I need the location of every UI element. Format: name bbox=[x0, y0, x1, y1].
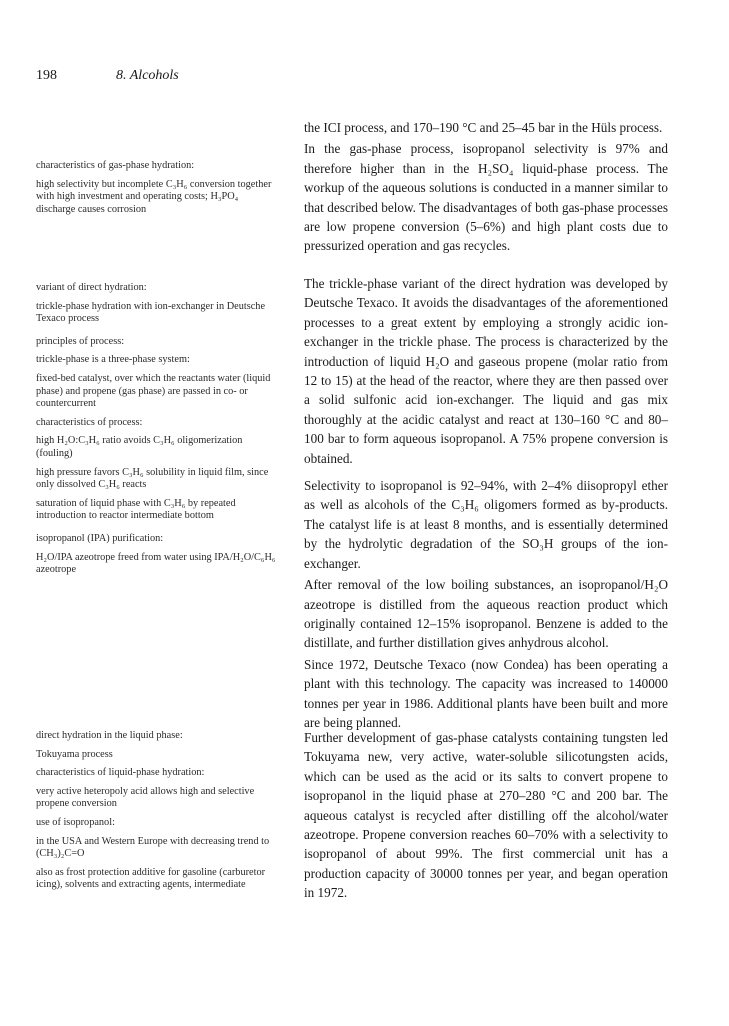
sidebar-note: saturation of liquid phase with C₃H₆ by repeated introduction to reactor intermediate bottom bbox=[36, 497, 236, 522]
main-column-middle bbox=[304, 274, 668, 734]
sidebar-heading: direct hydration in the liquid phase: bbox=[36, 730, 183, 741]
paragraph: Selectivity to isopropanol is 92–94%, with 2–4% diisopropyl ether as well as alcohols of the C₃H₆ oligomers formed as by-products. The catalyst life is at least 8 months, and is essentially determined by the hydrolytic degradation of the SO₃H groups of the ion-exchanger. bbox=[304, 478, 668, 571]
sidebar-note: high pressure favors C₃H₆ solubility in liquid film, since only dissolved C₃H₆ reacts bbox=[36, 466, 269, 491]
paragraph: The trickle-phase variant of the direct hydration was developed by Deutsche Texaco. It avoids the disadvantages of the aforementioned processes to a great extent by employing a strongly acidic ion-exchanger in the trickle phase. The process is characterized by the introduction of liquid H₂O and gaseous propene (molar ratio from 12 to 15) at the head of the reactor, where they are then passed over a solid sulfonic acid ion-exchanger. The liquid and gas mix thoroughly at the acidic catalyst and react at 130–160 °C and 80–100 bar to form aqueous isopropanol. A 75% propene conversion is obtained. bbox=[304, 276, 668, 466]
sidebar-note: Tokuyama process bbox=[36, 748, 113, 760]
sidebar-note: trickle-phase hydration with ion-exchanger in Deutsche Texaco process bbox=[36, 300, 266, 325]
chapter-title: 8. Alcohols bbox=[116, 68, 179, 83]
sidebar-heading: use of isopropanol: bbox=[36, 816, 115, 828]
page-header bbox=[36, 68, 179, 84]
sidebar-note: trickle-phase is a three-phase system: bbox=[36, 354, 190, 366]
page-number: 198 bbox=[36, 68, 57, 83]
main-column-top bbox=[304, 118, 668, 258]
sidebar-note: H₂O/IPA azeotrope freed from water using IPA/H₂O/C₆H₆ azeotrope bbox=[36, 551, 276, 576]
paragraph: the ICI process, and 170–190 °C and 25–45 bar in the Hüls process. bbox=[304, 120, 663, 135]
sidebar-heading: characteristics of gas-phase hydration: bbox=[36, 160, 195, 171]
sidebar-liquid-phase bbox=[36, 730, 276, 898]
paragraph: In the gas-phase process, isopropanol selectivity is 97% and therefore higher than in the H₂SO₄ liquid-phase process. The workup of the aqueous solutions is conducted in a manner similar to that described below. The disadvantages of both gas-phase processes are low propene conversion (5–6%) and high plant costs due to pressurized operation and gas recycles. bbox=[304, 141, 668, 254]
sidebar-heading: characteristics of process: bbox=[36, 416, 143, 428]
sidebar-heading: characteristics of liquid-phase hydration: bbox=[36, 767, 205, 779]
sidebar-note: also as frost protection additive for gasoline (carburetor icing), solvents and extracting agents, intermediate bbox=[36, 866, 266, 891]
main-column-bottom bbox=[304, 728, 668, 905]
sidebar-note: very active heteropoly acid allows high and selective propene conversion bbox=[36, 785, 255, 810]
paragraph: Further development of gas-phase catalysts containing tungsten led Tokuyama new, very active, water-soluble silicotungsten acids, which can be used as the acid or its salts to convert propene to isopropanol in the liquid phase at 270–280 °C and 200 bar. The aqueous catalyst is recycled after distilling off the alcohol/water azeotrope. Propene conversion reaches 60–70% with a selectivity to isopropanol of about 99%. The first commercial unit has a production capacity of 30000 tonnes per year, and began operation in 1972. bbox=[304, 730, 668, 901]
sidebar-trickle-phase bbox=[36, 282, 276, 583]
paragraph: After removal of the low boiling substances, an isopropanol/H₂O azeotrope is distilled from the aqueous reaction product which originally contained 12–15% isopropanol. Benzene is added to the distillate, and further distillation gives anhydrous alcohol. bbox=[304, 577, 668, 651]
sidebar-note: fixed-bed catalyst, over which the reactants water (liquid phase) and propene (gas phase) are passed in co- or countercurrent bbox=[36, 372, 271, 410]
paragraph: Since 1972, Deutsche Texaco (now Condea) has been operating a plant with this technology. The capacity was increased to 140000 tonnes per year in 1986. Additional plants have been built and more are being planned. bbox=[304, 656, 668, 730]
sidebar-heading: isopropanol (IPA) purification: bbox=[36, 532, 164, 544]
sidebar-note: high selectivity but incomplete C₃H₆ conversion together with high investment and operating costs; H₃PO₄ discharge causes corrosion bbox=[36, 178, 272, 215]
sidebar-note: high H₂O:C₃H₆ ratio avoids C₃H₆ oligomerization (fouling) bbox=[36, 435, 243, 459]
sidebar-gas-phase bbox=[36, 160, 276, 222]
sidebar-heading: variant of direct hydration: bbox=[36, 282, 147, 293]
sidebar-heading: principles of process: bbox=[36, 335, 125, 347]
sidebar-note: in the USA and Western Europe with decreasing trend to (CH₃)₂C=O bbox=[36, 835, 270, 860]
